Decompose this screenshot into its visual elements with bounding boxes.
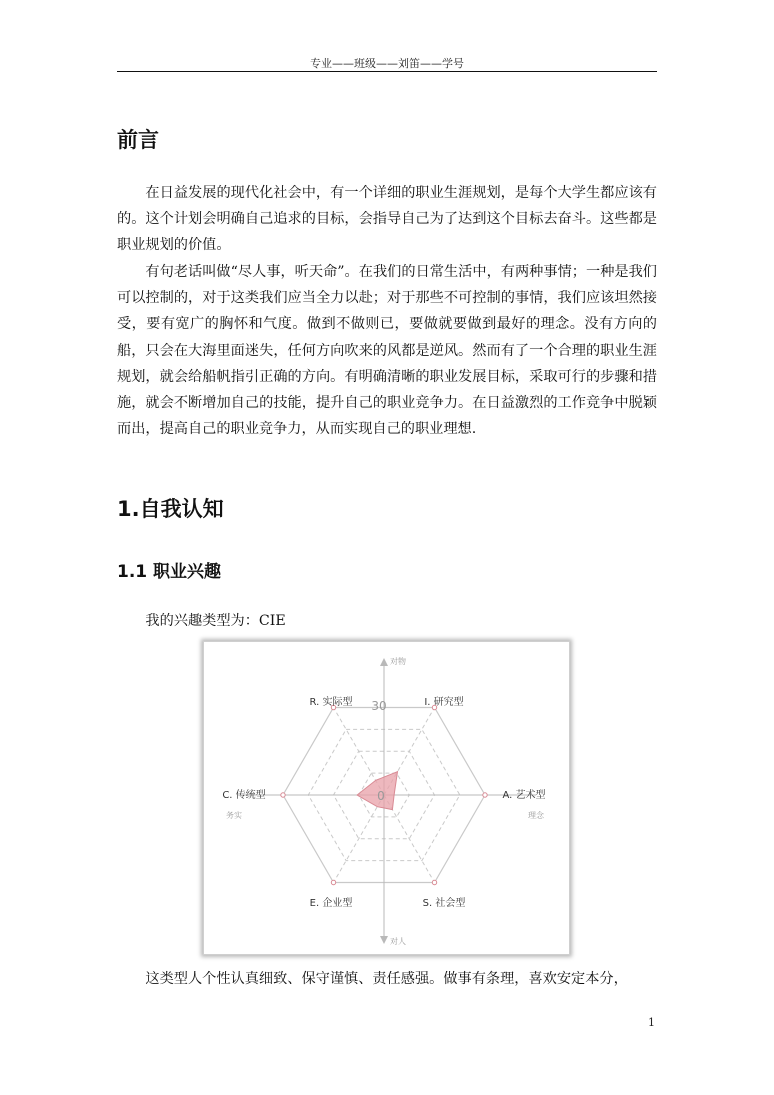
radar-chart-svg <box>204 642 569 954</box>
interest-type-line: 我的兴趣类型为：CIE <box>145 613 286 629</box>
trait-description-line: 这类型人个性认真细致、保守谨慎、责任感强。做事有条理，喜欢安定本分， <box>145 971 628 987</box>
radar-axis-label: C. 传统型 <box>222 790 266 801</box>
radar-axis-label: S. 社会型 <box>422 898 466 909</box>
direction-label-bottom: 对人 <box>390 937 406 946</box>
page-header: 专业——班级——刘笛——学号 <box>310 57 464 70</box>
radar-vertex-marker <box>331 880 335 884</box>
radar-chart <box>203 641 570 955</box>
section-1-1-title: 1.1 职业兴趣 <box>117 562 222 582</box>
direction-label-left: 务实 <box>226 811 242 820</box>
tick-label-min: 0 <box>377 789 385 803</box>
direction-label-top: 对物 <box>390 657 406 666</box>
preface-paragraph-2: 有句老话叫做“尽人事，听天命”。在我们的日常生活中，有两种事情；一种是我们可以控制的，对于这类我们应当全力以赴；对于那些不可控制的事情，我们应该坦然接受，要有宽广的胸怀和气度。做到不做则已，要做就要做到最好的理念。没有方向的船，只会在大海里面迷失，任何方向吹来的风都是逆风。然而有了一个合理的职业生涯规划，就会给船帆指引正确的方向。有明确清晰的职业发展目标，采取可行的步骤和措施，就会不断增加自己的技能，提升自己的职业竞争力。在日益激烈的工作竞争中脱颖而出，提高自己的职业竞争力，从而实现自己的职业理想. <box>117 264 657 438</box>
radar-axis-label: A. 艺术型 <box>502 790 546 801</box>
radar-vertex-marker <box>281 793 285 797</box>
radar-vertex-marker <box>483 793 487 797</box>
radar-axis-label: I. 研究型 <box>424 697 464 708</box>
up-arrow-icon <box>380 658 388 666</box>
tick-label-max: 30 <box>371 699 387 713</box>
radar-vertex-marker <box>432 880 436 884</box>
preface-paragraph-1: 在日益发展的现代化社会中，有一个详细的职业生涯规划，是每个大学生都应该有的。这个计划会明确自己追求的目标，会指导自己为了达到这个目标去奋斗。这些都是职业规划的价值。 <box>117 185 657 254</box>
radar-axis-label: E. 企业型 <box>309 898 353 909</box>
down-arrow-icon <box>380 936 388 944</box>
section-1-title: 1.自我认知 <box>117 497 224 521</box>
radar-axis-label: R. 实际型 <box>309 697 353 708</box>
page-number: 1 <box>648 1016 655 1029</box>
header-rule <box>117 71 657 72</box>
preface-title: 前言 <box>117 128 159 152</box>
direction-label-right: 理念 <box>528 811 544 820</box>
